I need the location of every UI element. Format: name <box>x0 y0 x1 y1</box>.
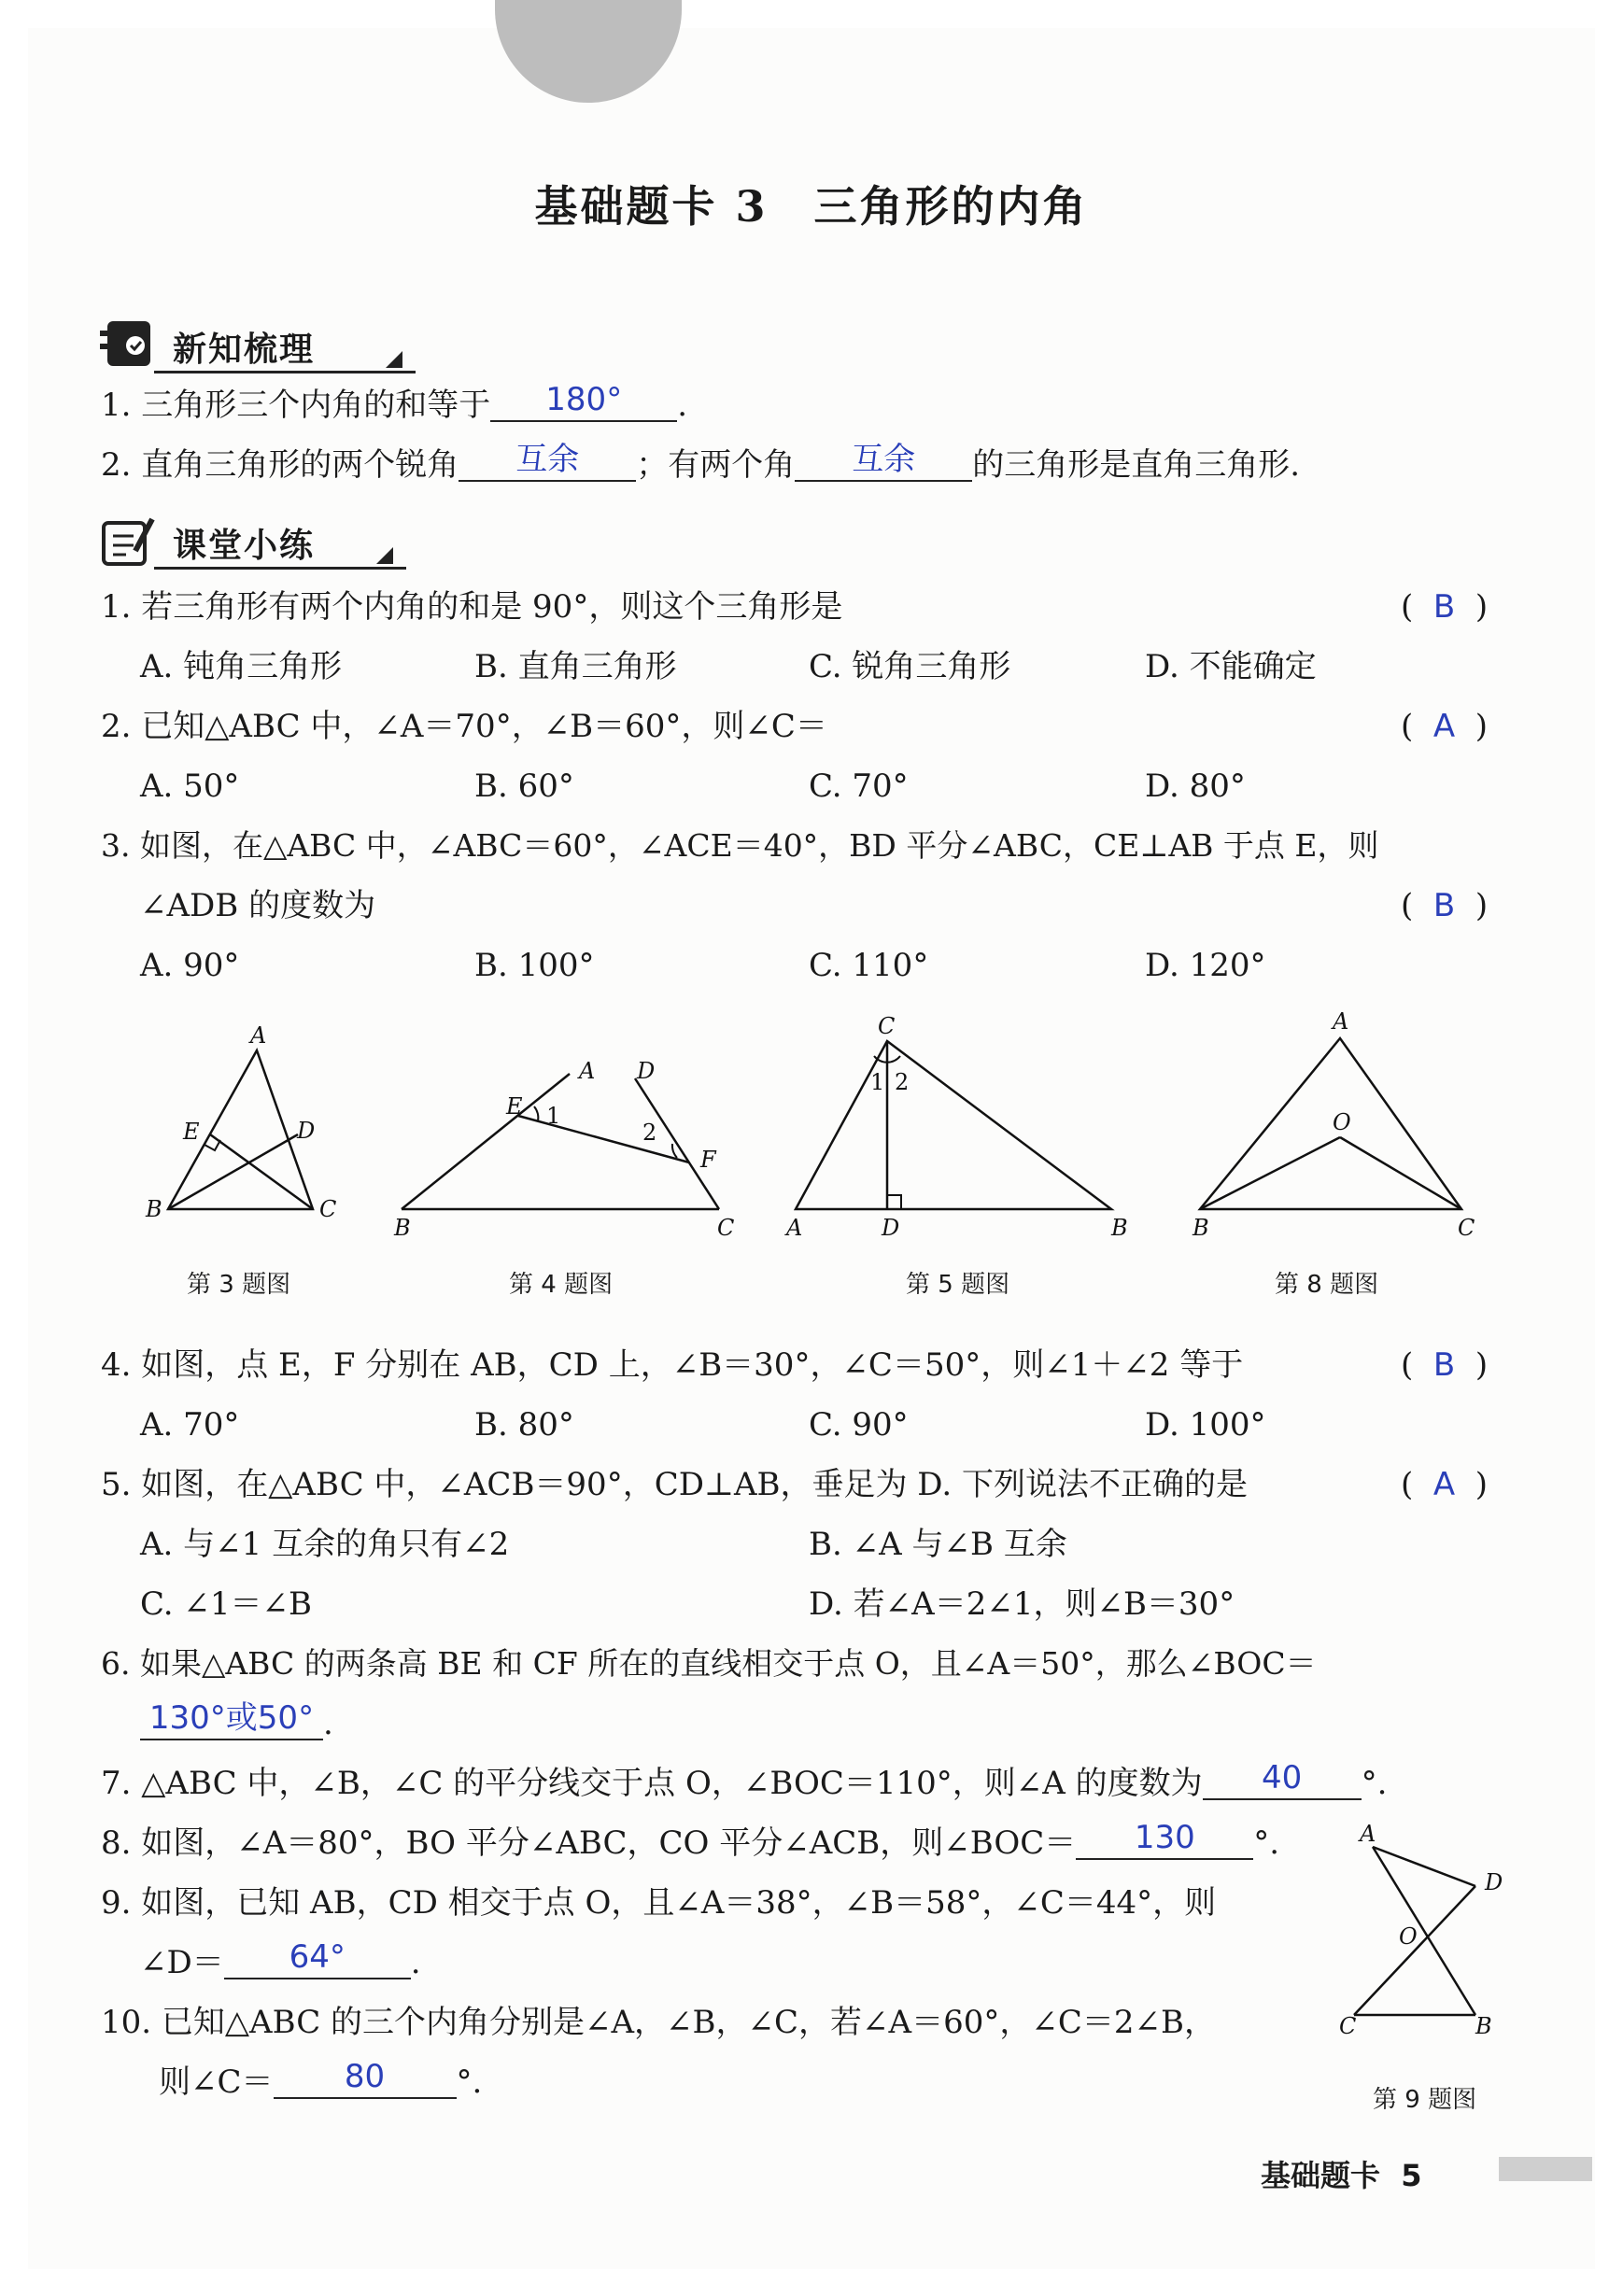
svg-text:C: C <box>319 1196 337 1222</box>
page-number: 5 <box>1401 2158 1422 2193</box>
option-d: D. 120° <box>1145 947 1266 984</box>
question-2: 2. 已知△ABC 中，∠A＝70°，∠B＝60°，则∠C＝ <box>101 708 827 745</box>
svg-text:O: O <box>1333 1109 1351 1135</box>
option-b: B. 直角三角形 <box>474 648 677 685</box>
caption-figure-9: 第 9 题图 <box>1373 2086 1477 2114</box>
answer-paren-4: ( B ) <box>1401 1346 1489 1384</box>
svg-text:1: 1 <box>546 1103 561 1129</box>
svg-text:D: D <box>882 1215 900 1237</box>
answer: 180° <box>545 381 623 418</box>
section-label: 新知梳理 <box>173 331 316 369</box>
svg-text:B: B <box>1475 2013 1492 2035</box>
option-d: D. 100° <box>1145 1406 1266 1444</box>
option-d: D. 若∠A＝2∠1，则∠B＝30° <box>809 1585 1235 1623</box>
footer-label: 基础题卡 5 <box>1261 2158 1422 2193</box>
svg-text:C: C <box>878 1013 896 1039</box>
notebook-icon <box>98 317 158 372</box>
pencil-notebook-icon <box>98 514 158 568</box>
caption-figure-5: 第 5 题图 <box>906 1271 1010 1299</box>
svg-text:C: C <box>1458 1215 1475 1237</box>
section-label: 课堂小练 <box>173 527 316 565</box>
page-title: 基础题卡 3 三角形的内角 <box>534 181 1089 232</box>
option-b: B. 60° <box>474 768 574 805</box>
section-rule <box>154 567 406 570</box>
option-a: A. 90° <box>140 947 240 984</box>
review-item-1: 1. 三角形三个内角的和等于 180° . <box>101 381 688 424</box>
option-c: C. ∠1＝∠B <box>140 1585 313 1623</box>
question-9-line-1: 9. 如图，已知 AB，CD 相交于点 O，且∠A＝38°，∠B＝58°，∠C＝44°，则 <box>101 1884 1217 1922</box>
figure-4 <box>392 1050 747 1237</box>
option-a: A. 70° <box>140 1406 240 1444</box>
svg-text:E: E <box>183 1119 200 1145</box>
svg-text:B: B <box>1193 1215 1209 1237</box>
svg-text:C: C <box>1339 2013 1357 2035</box>
section-new-knowledge <box>98 317 416 373</box>
answer: 40 <box>1261 1759 1303 1796</box>
svg-text:C: C <box>717 1215 735 1237</box>
caption-figure-8: 第 8 题图 <box>1275 1271 1379 1299</box>
option-c: C. 110° <box>809 947 929 984</box>
answer: 64° <box>289 1938 346 1976</box>
question-8: 8. 如图，∠A＝80°，BO 平分∠ABC，CO 平分∠ACB，则∠BOC＝ 130 °. <box>101 1819 1280 1862</box>
question-6: 6. 如果△ABC 的两条高 BE 和 CF 所在的直线相交于点 O，且∠A＝50°，那么∠BOC＝ <box>101 1645 1317 1682</box>
question-1: 1. 若三角形有两个内角的和是 90°，则这个三角形是 <box>101 588 843 626</box>
figure-8 <box>1181 1008 1480 1237</box>
answer: 130 <box>1134 1819 1195 1856</box>
svg-text:A: A <box>250 1022 267 1049</box>
svg-text:B: B <box>394 1215 411 1237</box>
svg-text:B: B <box>1111 1215 1128 1237</box>
option-b: B. ∠A 与∠B 互余 <box>809 1526 1067 1563</box>
question-3-line-1: 3. 如图，在△ABC 中，∠ABC＝60°，∠ACE＝40°，BD 平分∠ABC，CE⊥AB 于点 E，则 <box>101 827 1379 864</box>
svg-text:B: B <box>146 1196 162 1222</box>
question-9-line-2: ∠D＝ 64° . <box>140 1938 421 1981</box>
svg-text:A: A <box>579 1058 596 1084</box>
answer: 130°或50° <box>148 1699 315 1737</box>
question-5: 5. 如图，在△ABC 中，∠ACB＝90°，CD⊥AB，垂足为 D. 下列说法不正确的是 <box>101 1466 1248 1503</box>
answer: 互余 <box>515 441 580 478</box>
svg-text:2: 2 <box>895 1069 910 1095</box>
question-7: 7. △ABC 中，∠B，∠C 的平分线交于点 O，∠BOC＝110°，则∠A 的度数为 40 °. <box>101 1759 1388 1802</box>
svg-text:1: 1 <box>870 1069 885 1095</box>
option-a: A. 与∠1 互余的角只有∠2 <box>140 1526 510 1563</box>
option-c: C. 90° <box>809 1406 909 1444</box>
footer-bar <box>1499 2157 1592 2181</box>
svg-text:2: 2 <box>642 1120 657 1146</box>
option-a: A. 钝角三角形 <box>140 648 343 685</box>
question-3-line-2: ∠ADB 的度数为 <box>140 887 376 924</box>
figure-9 <box>1335 1821 1522 2035</box>
svg-text:D: D <box>637 1058 656 1084</box>
svg-text:A: A <box>786 1215 803 1237</box>
option-d: D. 80° <box>1145 768 1246 805</box>
svg-text:F: F <box>700 1147 716 1173</box>
option-b: B. 80° <box>474 1406 574 1444</box>
answer-paren-1: ( B ) <box>1401 588 1489 626</box>
section-class-practice <box>98 514 416 570</box>
question-4: 4. 如图，点 E，F 分别在 AB，CD 上，∠B＝30°，∠C＝50°，则∠1＋∠2 等于 <box>101 1346 1244 1384</box>
caption-figure-4: 第 4 题图 <box>509 1271 614 1299</box>
answer-paren-2: ( A ) <box>1401 708 1489 745</box>
answer: 互余 <box>852 441 916 478</box>
option-a: A. 50° <box>140 768 240 805</box>
question-10-line-1: 10. 已知△ABC 的三个内角分别是∠A，∠B，∠C，若∠A＝60°，∠C＝2∠B， <box>101 2004 1216 2041</box>
svg-text:A: A <box>1360 1821 1376 1847</box>
option-b: B. 100° <box>474 947 595 984</box>
svg-text:O: O <box>1399 1923 1418 1950</box>
svg-text:D: D <box>297 1118 316 1144</box>
option-c: C. 锐角三角形 <box>809 648 1011 685</box>
section-rule <box>154 371 416 373</box>
svg-text:D: D <box>1485 1869 1503 1895</box>
section-marker <box>386 351 402 368</box>
answer: 80 <box>344 2058 386 2095</box>
caption-figure-3: 第 3 题图 <box>187 1271 291 1299</box>
section-marker <box>376 547 393 564</box>
answer-paren-5: ( A ) <box>1401 1466 1489 1503</box>
option-d: D. 不能确定 <box>1145 648 1317 685</box>
question-10-line-2: 则∠C＝ 80 °. <box>159 2058 483 2101</box>
figure-3 <box>140 1022 355 1237</box>
option-c: C. 70° <box>809 768 909 805</box>
svg-text:E: E <box>506 1093 523 1120</box>
figure-5 <box>784 1013 1139 1237</box>
review-item-2: 2. 直角三角形的两个锐角 互余 ；有两个角 互余 的三角形是直角三角形. <box>101 441 1301 484</box>
svg-text:A: A <box>1333 1008 1349 1035</box>
answer-paren-3: ( B ) <box>1401 887 1489 924</box>
question-6-answer-line: 130°或50° . <box>140 1703 333 1744</box>
